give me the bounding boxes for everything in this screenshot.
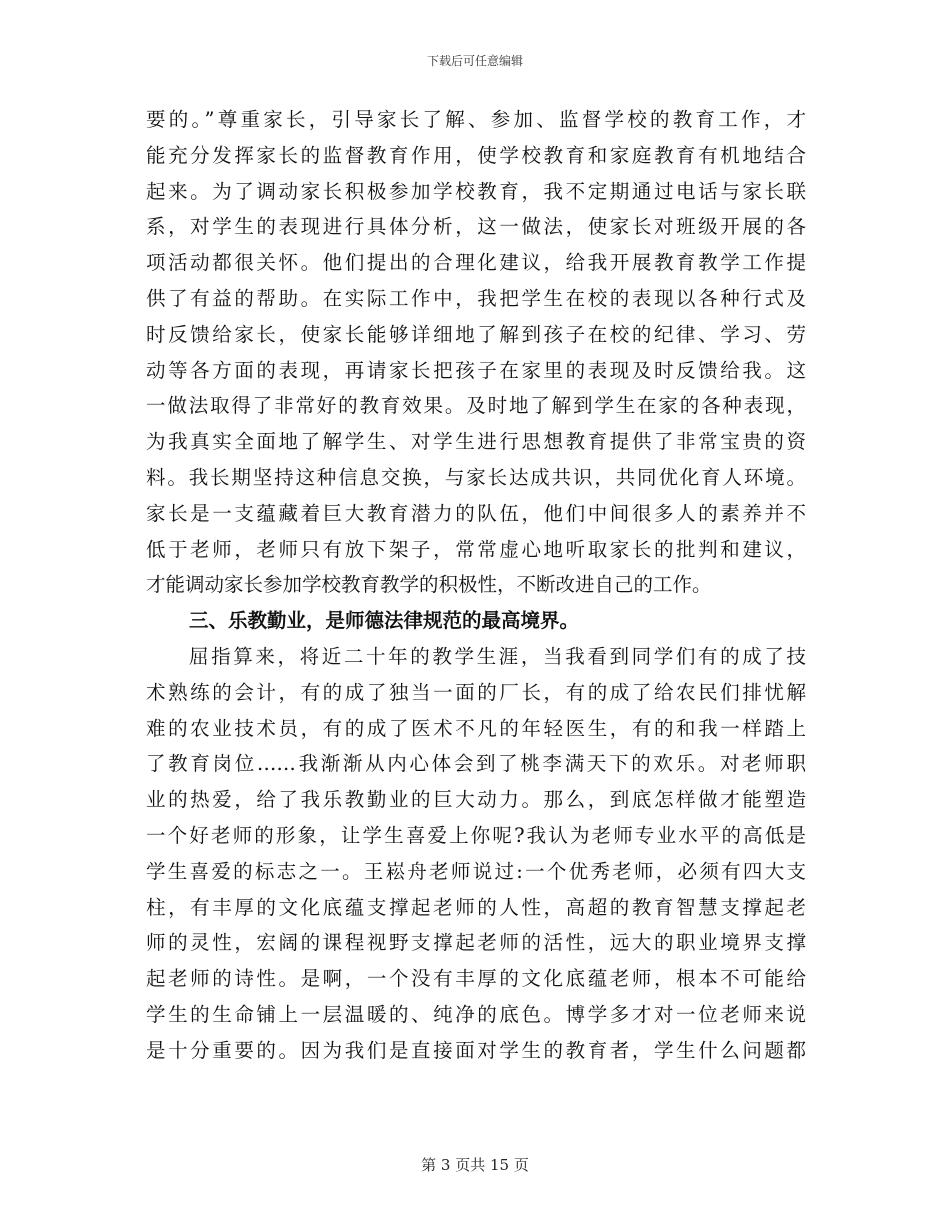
- body-line: 了教育岗位……我渐渐从内心体会到了桃李满天下的欢乐。对老师职: [146, 752, 806, 776]
- body-line: 低于老师，老师只有放下架子，常常虚心地听取家长的批判和建议，: [146, 537, 806, 561]
- body-line: 是十分重要的。因为我们是直接面对学生的教育者，学生什么问题都: [146, 1038, 806, 1062]
- section-heading: 三、乐教勤业，是师德法律规范的最高境界。: [189, 609, 580, 633]
- body-line: 起来。为了调动家长积极参加学校教育，我不定期通过电话与家长联: [146, 179, 806, 203]
- body-line: 一个好老师的形象，让学生喜爱上你呢?我认为老师专业水平的高低是: [146, 823, 806, 847]
- body-line: 能充分发挥家长的监督教育作用，使学校教育和家庭教育有机地结合: [146, 143, 806, 167]
- body-line: 学生的生命铺上一层温暖的、纯净的底色。博学多才对一位老师来说: [146, 1002, 806, 1026]
- body-line: 屈指算来，将近二十年的教学生涯，当我看到同学们有的成了技: [189, 644, 806, 668]
- body-line: 时反馈给家长，使家长能够详细地了解到孩子在校的纪律、学习、劳: [146, 322, 806, 346]
- page-footer: 第 3 页共 15 页: [421, 1156, 529, 1174]
- body-line: 一做法取得了非常好的教育效果。及时地了解到学生在家的各种表现，: [146, 394, 806, 418]
- body-line: 动等各方面的表现，再请家长把孩子在家里的表现及时反馈给我。这: [146, 358, 806, 382]
- body-line: 供了有益的帮助。在实际工作中，我把学生在校的表现以各种行式及: [146, 286, 806, 310]
- body-line: 家长是一支蕴藏着巨大教育潜力的队伍，他们中间很多人的素养并不: [146, 501, 806, 525]
- body-line: 为我真实全面地了解学生、对学生进行思想教育提供了非常宝贵的资: [146, 430, 806, 454]
- body-line: 难的农业技术员，有的成了医术不凡的年轻医生，有的和我一样踏上: [146, 716, 806, 740]
- body-line: 师的灵性，宏阔的课程视野支撑起老师的活性，远大的职业境界支撑: [146, 931, 806, 955]
- body-line: 料。我长期坚持这种信息交换，与家长达成共识，共同优化育人环境。: [146, 465, 806, 489]
- body-line: 项活动都很关怀。他们提出的合理化建议，给我开展教育教学工作提: [146, 251, 806, 275]
- body-line: 业的热爱，给了我乐教勤业的巨大动力。那么，到底怎样做才能塑造: [146, 788, 806, 812]
- page-header: 下载后可任意编辑: [426, 54, 523, 68]
- body-line: 系，对学生的表现进行具体分析，这一做法，使家长对班级开展的各: [146, 215, 806, 239]
- body-line: 学生喜爱的标志之一。王崧舟老师说过:一个优秀老师，必须有四大支: [146, 859, 806, 883]
- body-line: 柱，有丰厚的文化底蕴支撑起老师的人性，高超的教育智慧支撑起老: [146, 895, 806, 919]
- body-line: 要的。”尊重家长，引导家长了解、参加、监督学校的教育工作，才: [146, 108, 806, 131]
- body-line: 术熟练的会计，有的成了独当一面的厂长，有的成了给农民们排忧解: [146, 680, 806, 704]
- body-line: 才能调动家长参加学校教育教学的积极性，不断改进自己的工作。: [146, 573, 712, 597]
- document-body: [146, 102, 806, 1069]
- body-line: 起老师的诗性。是啊，一个没有丰厚的文化底蕴老师，根本不可能给: [146, 967, 806, 991]
